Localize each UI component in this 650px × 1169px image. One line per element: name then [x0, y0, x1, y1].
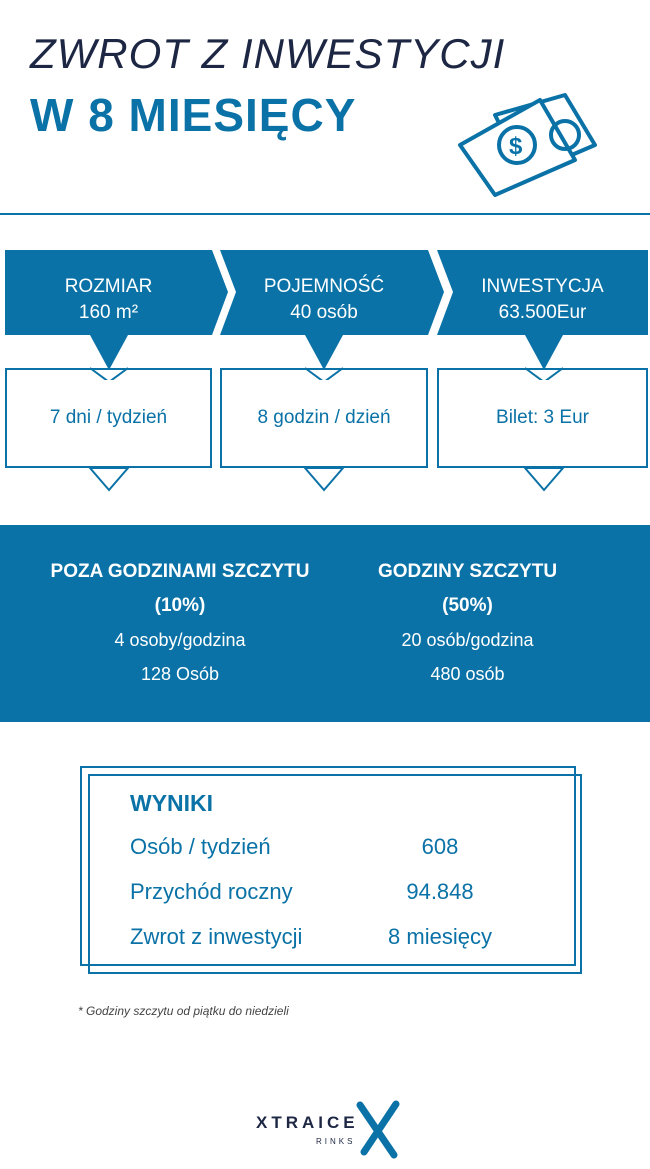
step-detail: 7 dni / tydzień: [5, 368, 212, 468]
peak-title: GODZINY SZCZYTU: [377, 561, 558, 582]
offpeak-percent: (10%): [154, 595, 206, 616]
step-value: 63.500Eur: [498, 302, 587, 323]
peak-percent: (50%): [442, 595, 493, 616]
result-label: Przychód roczny: [130, 879, 293, 904]
hours-band: [0, 525, 650, 722]
result-value: 94.848: [406, 879, 474, 904]
results-title: WYNIKI: [130, 790, 214, 816]
step-label: ROZMIAR: [64, 276, 153, 297]
step-detail: Bilet: 3 Eur: [437, 368, 648, 468]
money-icon: [455, 90, 615, 200]
logo-x-icon: [352, 1100, 402, 1160]
result-value: 8 miesięcy: [388, 924, 492, 949]
step-value: 160 m²: [78, 302, 139, 323]
offpeak-total: 128 Osób: [140, 664, 220, 684]
offpeak-column: [15, 555, 345, 691]
divider: [0, 213, 650, 215]
result-value: 608: [421, 834, 459, 859]
result-label: Zwrot z inwestycji: [130, 924, 303, 949]
step-detail: 8 godzin / dzień: [220, 368, 428, 468]
peak-rate: 20 osób/godzina: [401, 630, 534, 650]
step-pojemnosc: [220, 250, 428, 335]
step-value: 40 osób: [290, 302, 358, 323]
peak-column: [345, 555, 590, 691]
result-label: Osób / tydzień: [130, 834, 271, 859]
step-label: POJEMNOŚĆ: [263, 276, 385, 297]
notch-overlay: [0, 360, 650, 380]
footnote: * Godziny szczytu od piątku do niedzieli: [78, 1004, 289, 1018]
step-label: INWESTYCJA: [481, 276, 604, 297]
logo-subtext: RINKS: [316, 1137, 356, 1146]
offpeak-rate: 4 osoby/godzina: [114, 630, 246, 650]
peak-total: 480 osób: [430, 664, 505, 684]
title-line-1: ZWROT Z INWESTYCJI: [30, 30, 506, 77]
step-rozmiar: [5, 250, 212, 335]
logo-text: XTRAICE: [256, 1113, 359, 1132]
svg-text:$: $: [509, 133, 523, 160]
title-line-2: W 8 MIESIĘCY: [30, 89, 357, 141]
step-inwestycja: [437, 250, 648, 335]
offpeak-title: POZA GODZINAMI SZCZYTU: [50, 561, 310, 582]
